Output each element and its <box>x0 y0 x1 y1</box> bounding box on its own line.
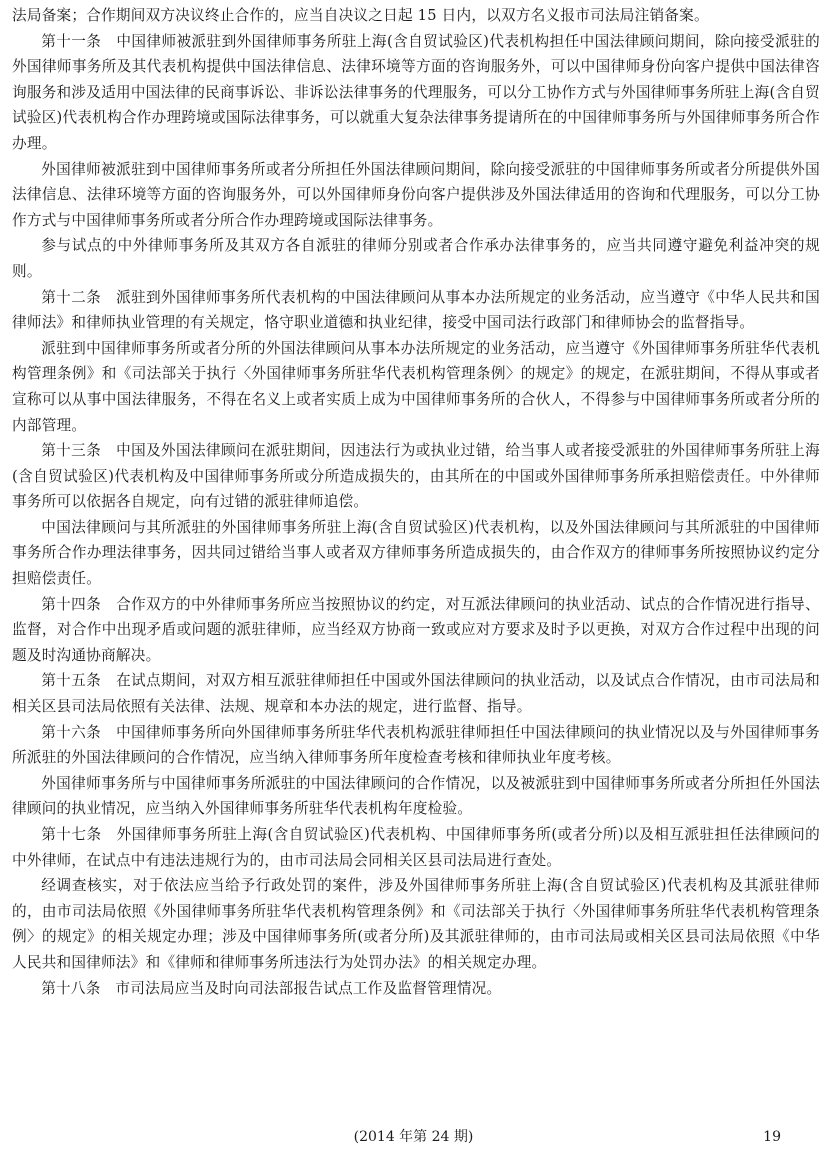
paragraph-article-12: 第十二条 派驻到外国律师事务所代表机构的中国法律顾问从事本办法所规定的业务活动，应当遵守《中华人民共和国律师法》和律师执业管理的有关规定，恪守职业道德和执业纪律，接受中国司法行政部门和律师协会的监督指导。 <box>12 288 820 332</box>
paragraph-article-18: 第十八条 市司法局应当及时向司法部报告试点工作及监督管理情况。 <box>41 979 502 997</box>
paragraph-12: 外国律师事务所与中国律师事务所派驻的中国法律顾问的合作情况，以及被派驻到中国律师事务所或者分所担任外国法律顾问的执业情况，应当纳入外国律师事务所驻华代表机构年度检验。 <box>12 774 820 818</box>
footer-issue-label: (2014 年第 24 期) <box>353 1129 474 1145</box>
paragraph-1: 法局备案；合作期间双方决议终止合作的，应当自决议之日起 15 日内，以双方名义报市司法局注销备案。 <box>12 7 709 24</box>
paragraph-8: 中国法律顾问与其所派驻的外国律师事务所驻上海(含自贸试验区)代表机构，以及外国法律顾问与其所派驻的中国律师事务所合作办理法律事务，因共同过错给当事人或者双方律师事务所造成损失的，由合作双方的律师事务所按照协议约定分担赔偿责任。 <box>12 518 820 588</box>
paragraph-article-15: 第十五条 在试点期间，对双方相互派驻律师担任中国或外国法律顾问的执业活动，以及试点合作情况，由市司法局和相关区县司法局依照有关法律、法规、规章和本办法的规定，进行监督、指导。 <box>12 672 820 716</box>
paragraph-article-14: 第十四条 合作双方的中外律师事务所应当按照协议的约定，对互派法律顾问的执业活动、试点的合作情况进行指导、监督，对合作中出现矛盾或问题的派驻律师，应当经双方协商一致或应对方要求及时予以更换，对双方合作过程中出现的问题及时沟通协商解决。 <box>12 595 820 664</box>
paragraph-14: 经调查核实，对于依法应当给予行政处罚的案件，涉及外国律师事务所驻上海(含自贸试验区)代表机构及其派驻律师的，由市司法局依照《外国律师事务所驻华代表机构管理条例》和《司法部关于执行〈外国律师事务所驻华代表机构管理条例〉的规定》的相关规定办理；涉及中国律师事务所(或者分所)及其派驻律师的，由市司法局或相关区县司法局依照《中华人民共和国律师法》和《律师和律师事务所违法行为处罚办法》的相关规定办理。 <box>12 877 820 971</box>
document-body <box>12 3 820 1001</box>
paragraph-6: 派驻到中国律师事务所或者分所的外国法律顾问从事本办法所规定的业务活动，应当遵守《外国律师事务所驻华代表机构管理条例》和《司法部关于执行〈外国律师事务所驻华代表机构管理条例〉的规定》的规定，在派驻期间，不得从事或者宣称可以从事中国法律服务，不得在名义上或者实质上成为中国律师事务所的合伙人，不得参与中国律师事务所或者分所的内部管理。 <box>12 339 820 434</box>
paragraph-article-11: 第十一条 中国律师被派驻到外国律师事务所驻上海(含自贸试验区)代表机构担任中国法律顾问期间，除向接受派驻的外国律师事务所及其代表机构提供中国法律信息、法律环境等方面的咨询服务外，可以中国律师身份向客户提供中国法律咨询服务和涉及适用中国法律的民商事诉讼、非诉讼法律事务的代理服务，可以分工协作方式与外国律师事务所驻上海(含自贸试验区)代表机构合作办理跨境或国际法律事务，可以就重大复杂法律事务提请所在的中国律师事务所与外国律师事务所合作办理。 <box>12 32 820 152</box>
paragraph-article-16: 第十六条 中国律师事务所向外国律师事务所驻华代表机构派驻律师担任中国法律顾问的执业情况以及与外国律师事务所派驻的外国法律顾问的合作情况，应当纳入律师事务所年度检查考核和律师执业年度考核。 <box>12 723 820 767</box>
paragraph-article-17: 第十七条 外国律师事务所驻上海(含自贸试验区)代表机构、中国律师事务所(或者分所)以及相互派驻担任法律顾问的中外律师，在试点中有违法违规行为的，由市司法局会同相关区县司法局进行查处。 <box>12 826 820 869</box>
paragraph-4: 参与试点的中外律师事务所及其双方各自派驻的律师分别或者合作承办法律事务的，应当共同遵守避免利益冲突的规则。 <box>12 237 820 280</box>
paragraph-article-13: 第十三条 中国及外国法律顾问在派驻期间，因违法行为或执业过错，给当事人或者接受派驻的外国律师事务所驻上海(含自贸试验区)代表机构及中国律师事务所或分所造成损失的，由其所在的中国或外国律师事务所承担赔偿责任。中外律师事务所可以依据各自规定，向有过错的派驻律师追偿。 <box>12 442 820 511</box>
page-number: 19 <box>763 1129 781 1145</box>
paragraph-3: 外国律师被派驻到中国律师事务所或者分所担任外国法律顾问期间，除向接受派驻的中国律师事务所或者分所提供外国法律信息、法律环境等方面的咨询服务外，可以外国律师身份向客户提供涉及外国法律适用的咨询和代理服务，可以分工协作方式与中国律师事务所或者分所合作办理跨境或国际法律事务。 <box>12 160 820 229</box>
